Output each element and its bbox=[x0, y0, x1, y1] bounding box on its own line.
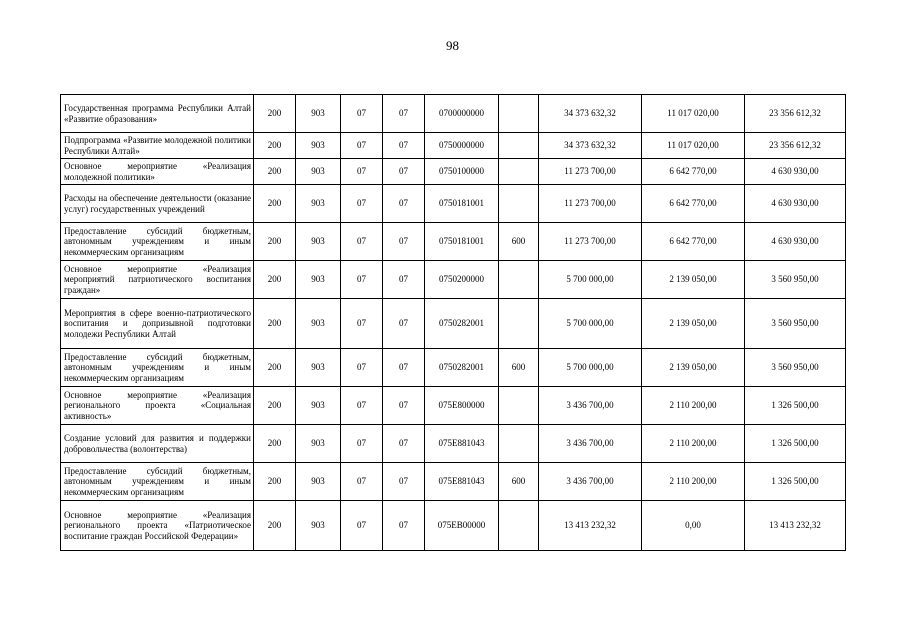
admin-code-cell: 200 bbox=[254, 501, 296, 551]
expense-type-cell: 600 bbox=[499, 223, 539, 261]
page-number: 98 bbox=[446, 38, 459, 53]
table-row bbox=[61, 185, 846, 223]
subsection-code-cell: 07 bbox=[383, 463, 425, 501]
row-name-cell: Создание условий для развития и поддержки добровольчества (волонтерства) bbox=[61, 425, 254, 463]
section-code-cell: 07 bbox=[341, 185, 383, 223]
expense-type-cell bbox=[499, 159, 539, 185]
amount-year3-cell: 23 356 612,32 bbox=[745, 95, 846, 133]
subsection-code-cell: 07 bbox=[383, 95, 425, 133]
admin-code-cell: 200 bbox=[254, 133, 296, 159]
subsection-code-cell: 07 bbox=[383, 349, 425, 387]
row-name-cell: Расходы на обеспечение деятельности (оказание услуг) государственных учреждений bbox=[61, 185, 254, 223]
target-article-cell: 075E881043 bbox=[425, 463, 499, 501]
table-row bbox=[61, 261, 846, 299]
amount-year1-cell: 34 373 632,32 bbox=[539, 133, 642, 159]
row-name-cell: Основное мероприятие «Реализация регионального проекта «Социальная активность» bbox=[61, 387, 254, 425]
amount-year1-cell: 3 436 700,00 bbox=[539, 463, 642, 501]
amount-year1-cell: 11 273 700,00 bbox=[539, 223, 642, 261]
amount-year1-cell: 5 700 000,00 bbox=[539, 349, 642, 387]
expense-type-cell bbox=[499, 501, 539, 551]
expense-type-cell bbox=[499, 133, 539, 159]
amount-year1-cell: 3 436 700,00 bbox=[539, 425, 642, 463]
amount-year3-cell: 4 630 930,00 bbox=[745, 159, 846, 185]
ministry-code-cell: 903 bbox=[296, 261, 341, 299]
target-article-cell: 075EB00000 bbox=[425, 501, 499, 551]
admin-code-cell: 200 bbox=[254, 185, 296, 223]
admin-code-cell: 200 bbox=[254, 159, 296, 185]
row-name-cell: Основное мероприятие «Реализация регионального проекта «Патриотическое воспитание граждан Российской Федерации» bbox=[61, 501, 254, 551]
section-code-cell: 07 bbox=[341, 299, 383, 349]
subsection-code-cell: 07 bbox=[383, 299, 425, 349]
row-name-cell: Предоставление субсидий бюджетным, автономным учреждениям и иным некоммерческим организациям bbox=[61, 223, 254, 261]
expense-type-cell bbox=[499, 299, 539, 349]
amount-year2-cell: 2 110 200,00 bbox=[642, 463, 745, 501]
amount-year2-cell: 11 017 020,00 bbox=[642, 95, 745, 133]
table-row bbox=[61, 223, 846, 261]
admin-code-cell: 200 bbox=[254, 463, 296, 501]
subsection-code-cell: 07 bbox=[383, 261, 425, 299]
row-name-cell: Подпрограмма «Развитие молодежной политики Республики Алтай» bbox=[61, 133, 254, 159]
amount-year3-cell: 23 356 612,32 bbox=[745, 133, 846, 159]
target-article-cell: 0750200000 bbox=[425, 261, 499, 299]
amount-year2-cell: 2 110 200,00 bbox=[642, 387, 745, 425]
amount-year3-cell: 13 413 232,32 bbox=[745, 501, 846, 551]
table-body bbox=[61, 95, 846, 551]
target-article-cell: 0700000000 bbox=[425, 95, 499, 133]
section-code-cell: 07 bbox=[341, 95, 383, 133]
amount-year2-cell: 2 139 050,00 bbox=[642, 261, 745, 299]
section-code-cell: 07 bbox=[341, 387, 383, 425]
target-article-cell: 075E881043 bbox=[425, 425, 499, 463]
amount-year1-cell: 5 700 000,00 bbox=[539, 299, 642, 349]
amount-year3-cell: 3 560 950,00 bbox=[745, 261, 846, 299]
admin-code-cell: 200 bbox=[254, 261, 296, 299]
amount-year3-cell: 3 560 950,00 bbox=[745, 349, 846, 387]
amount-year2-cell: 6 642 770,00 bbox=[642, 223, 745, 261]
row-name-cell: Основное мероприятие «Реализация молодежной политики» bbox=[61, 159, 254, 185]
expense-type-cell bbox=[499, 425, 539, 463]
row-name-cell: Предоставление субсидий бюджетным, автономным учреждениям и иным некоммерческим организациям bbox=[61, 463, 254, 501]
subsection-code-cell: 07 bbox=[383, 501, 425, 551]
amount-year2-cell: 2 139 050,00 bbox=[642, 349, 745, 387]
ministry-code-cell: 903 bbox=[296, 387, 341, 425]
amount-year3-cell: 1 326 500,00 bbox=[745, 425, 846, 463]
section-code-cell: 07 bbox=[341, 501, 383, 551]
amount-year3-cell: 4 630 930,00 bbox=[745, 223, 846, 261]
ministry-code-cell: 903 bbox=[296, 95, 341, 133]
subsection-code-cell: 07 bbox=[383, 185, 425, 223]
ministry-code-cell: 903 bbox=[296, 223, 341, 261]
amount-year1-cell: 5 700 000,00 bbox=[539, 261, 642, 299]
amount-year2-cell: 2 139 050,00 bbox=[642, 299, 745, 349]
subsection-code-cell: 07 bbox=[383, 425, 425, 463]
target-article-cell: 0750000000 bbox=[425, 133, 499, 159]
target-article-cell: 0750282001 bbox=[425, 349, 499, 387]
subsection-code-cell: 07 bbox=[383, 387, 425, 425]
amount-year1-cell: 34 373 632,32 bbox=[539, 95, 642, 133]
subsection-code-cell: 07 bbox=[383, 159, 425, 185]
amount-year3-cell: 1 326 500,00 bbox=[745, 387, 846, 425]
expense-type-cell bbox=[499, 261, 539, 299]
section-code-cell: 07 bbox=[341, 159, 383, 185]
target-article-cell: 0750181001 bbox=[425, 185, 499, 223]
admin-code-cell: 200 bbox=[254, 223, 296, 261]
expense-type-cell bbox=[499, 185, 539, 223]
budget-table bbox=[60, 94, 846, 551]
ministry-code-cell: 903 bbox=[296, 159, 341, 185]
table-row bbox=[61, 95, 846, 133]
table-row bbox=[61, 299, 846, 349]
amount-year2-cell: 6 642 770,00 bbox=[642, 185, 745, 223]
expense-type-cell bbox=[499, 387, 539, 425]
row-name-cell: Мероприятия в сфере военно-патриотического воспитания и допризывной подготовки молодежи Республики Алтай bbox=[61, 299, 254, 349]
amount-year1-cell: 11 273 700,00 bbox=[539, 159, 642, 185]
admin-code-cell: 200 bbox=[254, 299, 296, 349]
expense-type-cell bbox=[499, 95, 539, 133]
table-row bbox=[61, 159, 846, 185]
amount-year2-cell: 2 110 200,00 bbox=[642, 425, 745, 463]
section-code-cell: 07 bbox=[341, 261, 383, 299]
section-code-cell: 07 bbox=[341, 223, 383, 261]
ministry-code-cell: 903 bbox=[296, 501, 341, 551]
table-row bbox=[61, 133, 846, 159]
amount-year3-cell: 1 326 500,00 bbox=[745, 463, 846, 501]
section-code-cell: 07 bbox=[341, 133, 383, 159]
ministry-code-cell: 903 bbox=[296, 133, 341, 159]
admin-code-cell: 200 bbox=[254, 387, 296, 425]
expense-type-cell: 600 bbox=[499, 349, 539, 387]
target-article-cell: 0750181001 bbox=[425, 223, 499, 261]
ministry-code-cell: 903 bbox=[296, 425, 341, 463]
table-row bbox=[61, 501, 846, 551]
section-code-cell: 07 bbox=[341, 349, 383, 387]
row-name-cell: Государственная программа Республики Алтай «Развитие образования» bbox=[61, 95, 254, 133]
row-name-cell: Основное мероприятие «Реализация мероприятий патриотического воспитания граждан» bbox=[61, 261, 254, 299]
table-row bbox=[61, 463, 846, 501]
table-row bbox=[61, 349, 846, 387]
amount-year1-cell: 11 273 700,00 bbox=[539, 185, 642, 223]
subsection-code-cell: 07 bbox=[383, 223, 425, 261]
amount-year2-cell: 0,00 bbox=[642, 501, 745, 551]
amount-year3-cell: 3 560 950,00 bbox=[745, 299, 846, 349]
table-row bbox=[61, 387, 846, 425]
amount-year1-cell: 13 413 232,32 bbox=[539, 501, 642, 551]
amount-year2-cell: 6 642 770,00 bbox=[642, 159, 745, 185]
amount-year3-cell: 4 630 930,00 bbox=[745, 185, 846, 223]
expense-type-cell: 600 bbox=[499, 463, 539, 501]
admin-code-cell: 200 bbox=[254, 425, 296, 463]
amount-year1-cell: 3 436 700,00 bbox=[539, 387, 642, 425]
ministry-code-cell: 903 bbox=[296, 299, 341, 349]
subsection-code-cell: 07 bbox=[383, 133, 425, 159]
target-article-cell: 075E800000 bbox=[425, 387, 499, 425]
ministry-code-cell: 903 bbox=[296, 463, 341, 501]
admin-code-cell: 200 bbox=[254, 349, 296, 387]
section-code-cell: 07 bbox=[341, 463, 383, 501]
table-row bbox=[61, 425, 846, 463]
target-article-cell: 0750100000 bbox=[425, 159, 499, 185]
admin-code-cell: 200 bbox=[254, 95, 296, 133]
ministry-code-cell: 903 bbox=[296, 349, 341, 387]
ministry-code-cell: 903 bbox=[296, 185, 341, 223]
amount-year2-cell: 11 017 020,00 bbox=[642, 133, 745, 159]
section-code-cell: 07 bbox=[341, 425, 383, 463]
row-name-cell: Предоставление субсидий бюджетным, автономным учреждениям и иным некоммерческим организациям bbox=[61, 349, 254, 387]
target-article-cell: 0750282001 bbox=[425, 299, 499, 349]
